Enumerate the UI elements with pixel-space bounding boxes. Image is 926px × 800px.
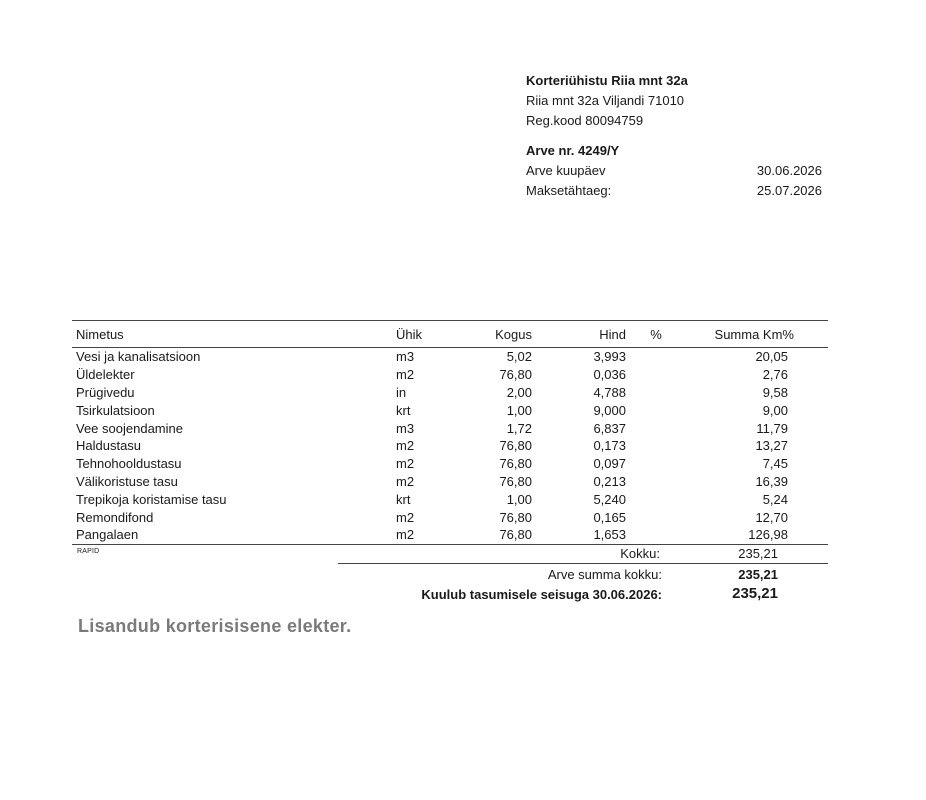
cell-unit: m3: [396, 349, 415, 365]
company-reg: Reg.kood 80094759: [526, 113, 644, 128]
cell-unit: m2: [396, 456, 415, 472]
table-row: [72, 419, 828, 437]
company-address: Riia mnt 32a Viljandi 71010: [526, 93, 685, 108]
cell-price: 3,993: [593, 349, 626, 365]
cell-qty: 5,02: [506, 349, 532, 365]
cell-sum: 9,58: [762, 384, 788, 400]
table-row: [72, 384, 828, 402]
cell-price: 0,036: [593, 367, 626, 383]
cell-unit: m2: [396, 527, 415, 543]
table-body: [72, 348, 828, 544]
cell-name: Prügivedu: [76, 384, 135, 400]
table-header: [72, 321, 828, 348]
invoice-date-row: [526, 161, 822, 181]
cell-name: Vesi ja kanalisatsioon: [76, 349, 201, 365]
invoice-due: 25.07.2026: [756, 183, 822, 198]
cell-sum: 2,76: [762, 367, 788, 383]
table-row: [72, 526, 828, 544]
header-percent: %: [650, 326, 662, 342]
invoice-table: [72, 320, 828, 544]
invoice-number: Arve nr. 4249/Y: [526, 143, 620, 158]
amount-due-value: 235,21: [732, 585, 778, 602]
invoice-date: 30.06.2026: [756, 163, 822, 178]
invoice-block: [526, 141, 822, 201]
cell-qty: 76,80: [499, 527, 532, 543]
table-row: [72, 366, 828, 384]
table-row: [72, 401, 828, 419]
cell-name: Trepikoja koristamise tasu: [76, 491, 227, 507]
header-price: Hind: [599, 326, 626, 342]
kokku-label: Kokku:: [620, 546, 660, 561]
header-sum: Summa Km%: [714, 326, 794, 342]
cell-sum: 11,79: [756, 420, 788, 436]
cell-qty: 76,80: [499, 438, 532, 454]
invoice-total-value: 235,21: [738, 567, 778, 582]
cell-price: 0,213: [593, 473, 626, 489]
cell-qty: 76,80: [499, 456, 532, 472]
cell-price: 0,097: [593, 456, 626, 472]
cell-unit: m2: [396, 473, 415, 489]
cell-unit: m2: [396, 367, 415, 383]
table-row: [72, 490, 828, 508]
cell-name: Vee soojendamine: [76, 420, 183, 436]
invoice-due-label: Maksetähtaeg:: [526, 183, 612, 198]
header-name: Nimetus: [76, 326, 124, 342]
cell-qty: 76,80: [499, 367, 532, 383]
invoice-due-row: [526, 181, 822, 201]
cell-sum: 12,70: [755, 509, 788, 525]
cell-unit: krt: [396, 491, 411, 507]
cell-price: 5,240: [593, 491, 626, 507]
cell-sum: 126,98: [748, 527, 788, 543]
cell-sum: 16,39: [755, 473, 788, 489]
rapid-label: RAPID: [77, 548, 100, 555]
company-block: [526, 71, 822, 131]
cell-unit: m2: [396, 438, 415, 454]
cell-sum: 7,45: [762, 456, 788, 472]
cell-qty: 76,80: [499, 473, 532, 489]
invoice-total-label: Arve summa kokku:: [547, 567, 662, 582]
cell-name: Üldelekter: [76, 367, 135, 383]
cell-qty: 76,80: [499, 509, 532, 525]
cell-unit: in: [396, 384, 407, 400]
cell-name: Pangalaen: [76, 527, 139, 543]
note-text: Lisandub korterisisene elekter.: [78, 616, 352, 636]
cell-price: 0,173: [593, 438, 626, 454]
cell-sum: 5,24: [762, 491, 788, 507]
invoice-date-label: Arve kuupäev: [526, 163, 606, 178]
cell-qty: 2,00: [506, 384, 532, 400]
cell-name: Tsirkulatsioon: [76, 402, 155, 418]
cell-price: 9,000: [593, 402, 626, 418]
header-qty: Kogus: [495, 326, 532, 342]
cell-sum: 13,27: [755, 438, 788, 454]
table-row: [72, 508, 828, 526]
totals-divider: [338, 563, 828, 564]
cell-unit: krt: [396, 402, 411, 418]
table-row: [72, 348, 828, 366]
table-row: [72, 455, 828, 473]
cell-unit: m2: [396, 509, 415, 525]
cell-qty: 1,72: [506, 420, 532, 436]
cell-price: 0,165: [593, 509, 626, 525]
cell-sum: 20,05: [755, 349, 788, 365]
cell-price: 6,837: [593, 420, 626, 436]
cell-name: Remondifond: [76, 509, 154, 525]
cell-name: Tehnohooldustasu: [76, 456, 182, 472]
cell-name: Haldustasu: [76, 438, 142, 454]
cell-price: 4,788: [593, 384, 626, 400]
cell-unit: m3: [396, 420, 415, 436]
kokku-value: 235,21: [738, 546, 778, 561]
cell-qty: 1,00: [506, 491, 532, 507]
cell-qty: 1,00: [506, 402, 532, 418]
cell-price: 1,653: [593, 527, 626, 543]
header-unit: Ühik: [396, 326, 423, 342]
cell-name: Välikoristuse tasu: [76, 473, 178, 489]
amount-due-label: Kuulub tasumisele seisuga 30.06.2026:: [421, 587, 662, 602]
table-row: [72, 437, 828, 455]
company-name: Korteriühistu Riia mnt 32a: [526, 73, 688, 88]
table-row: [72, 473, 828, 491]
cell-sum: 9,00: [762, 402, 788, 418]
